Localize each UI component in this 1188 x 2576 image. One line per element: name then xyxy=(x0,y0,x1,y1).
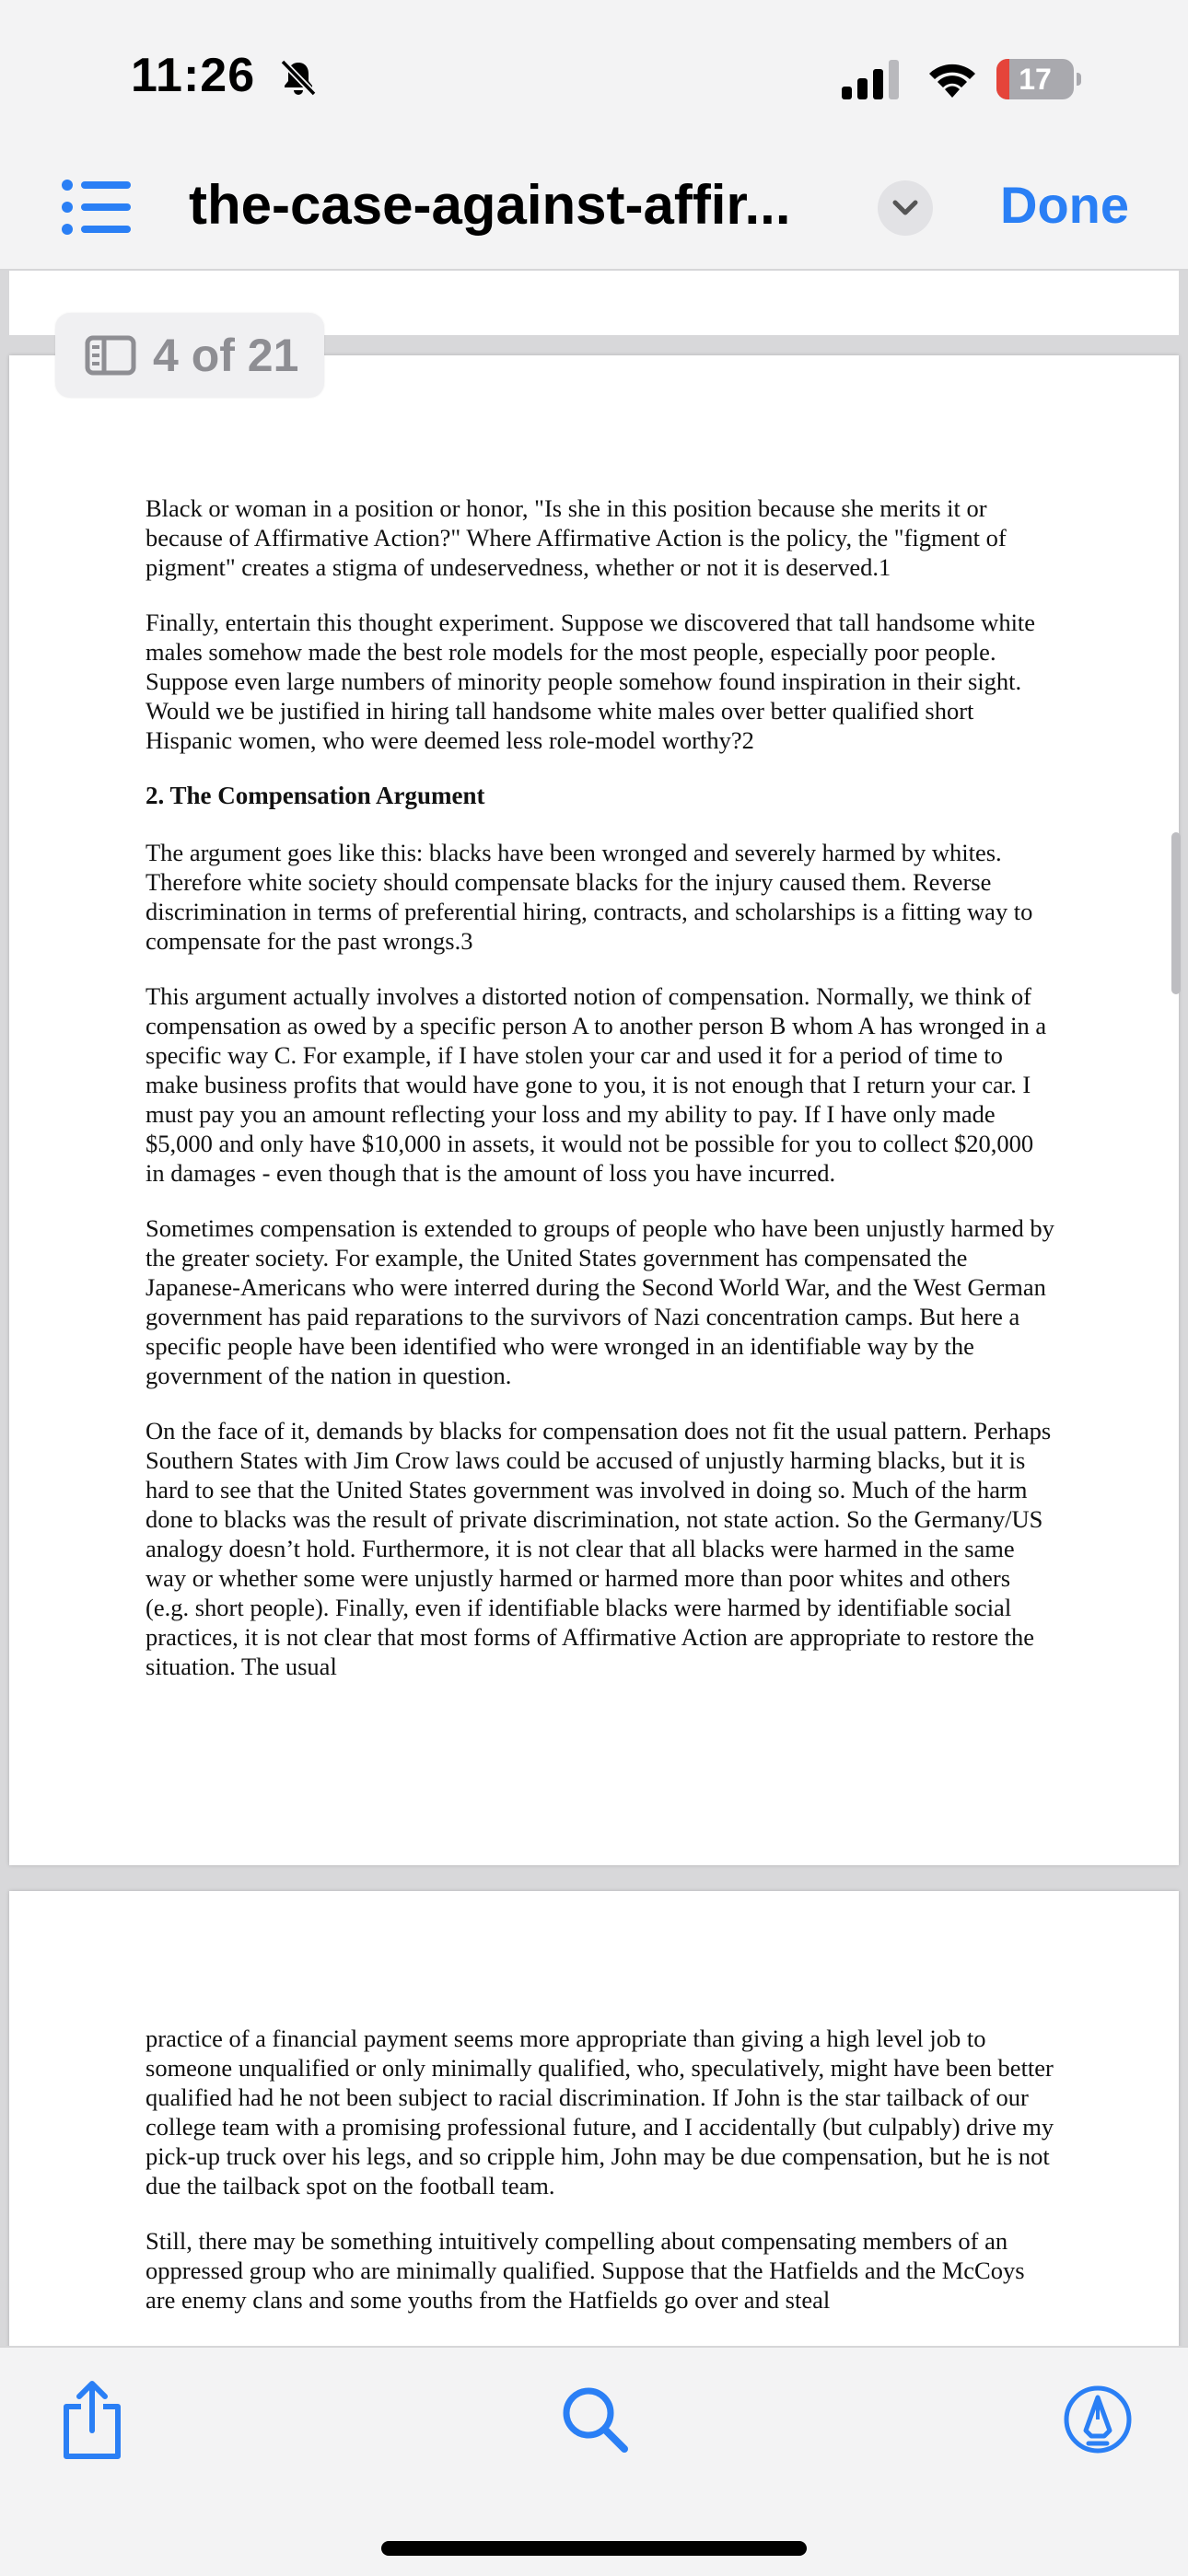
wifi-icon xyxy=(925,57,980,99)
home-indicator[interactable] xyxy=(381,2541,807,2556)
paragraph: Black or woman in a position or honor, "Is she in this position because she merits it or because of Affirmative Action?" Where Affirmative Action is the policy, the "figment of pigment" creates a stigma of undeservedness, whether or not it is deserved.1 xyxy=(146,494,1007,581)
battery-level: 17 xyxy=(1019,63,1052,96)
page-indicator-label: 4 of 21 xyxy=(153,330,299,381)
page-5 xyxy=(9,1891,1179,2346)
scrollbar-thumb[interactable] xyxy=(1171,832,1181,994)
document-viewer[interactable] xyxy=(0,271,1188,2346)
list-icon[interactable] xyxy=(61,177,133,238)
done-button[interactable]: Done xyxy=(1000,176,1129,234)
bell-slash-icon xyxy=(278,57,319,98)
battery-icon xyxy=(996,59,1081,99)
paragraph: Still, there may be something intuitively compelling about compensating members of an oppressed group who are minimally qualified. Suppose that the Hatfields and the McCoys are enemy clans and some youths from the Hatfields go over and steal xyxy=(146,2227,1025,2314)
paragraph: On the face of it, demands by blacks for compensation does not fit the usual pattern. Perhaps Southern States with Jim Crow laws could be accused of unjustly harming blacks, but it is hard to see that the United States government was involved in doing so. Much of the harm done to blacks was the result of private discrimination, not state action. So the Germany/US analogy doesn’t hold. Furthermore, it is not clear that all blacks were harmed in the same way or whether some were unjustly harmed or harmed more than poor whites and others (e.g. short people). Finally, even if identifiable blacks were harmed by identifiable social practices, it is not clear that most forms of Affirmative Action are appropriate to restore the situation. The usual xyxy=(146,1417,1052,1680)
title-menu-button[interactable] xyxy=(878,180,933,236)
page-indicator[interactable] xyxy=(55,313,324,398)
battery-cap xyxy=(1077,73,1081,86)
bottom-toolbar xyxy=(0,2346,1188,2576)
chevron-down-icon xyxy=(892,199,918,217)
paragraph: Finally, entertain this thought experiment. Suppose we discovered that tall handsome white males somehow made the best role models for the most people, especially poor people. Suppose even large numbers of minority people somehow found inspiration in their sight. Would we be justified in hiring tall handsome white males over better qualified short Hispanic women, who were deemed less role-model worthy?2 xyxy=(146,609,1036,754)
status-time: 11:26 xyxy=(131,49,256,102)
page-thumbnail-icon xyxy=(85,335,136,376)
status-bar xyxy=(0,0,1188,157)
section-heading: 2. The Compensation Argument xyxy=(146,782,485,809)
page-5-text xyxy=(146,2024,1057,2340)
search-icon[interactable] xyxy=(560,2385,630,2454)
paragraph: This argument actually involves a distorted notion of compensation. Normally, we think of compensation as owed by a specific person A to another person B whom A has wronged in a specific way C. For example, if I have stolen your car and used it for a period of time to make business profits that would have gone to you, it is not enough that I return your car. I must pay you an amount reflecting your loss and my ability to pay. If I have only made $5,000 and only have $10,000 in assets, it would not be possible for you to collect $20,000 in damages - even though that is the amount of loss you have incurred. xyxy=(146,982,1047,1187)
paragraph: practice of a financial payment seems more appropriate than giving a high level job to someone unqualified or only minimally qualified, who, speculatively, might have been better qualified had he not been subject to racial discrimination. If John is the star tailback of our college team with a promising professional future, and I accidentally (but culpably) drive my pick-up truck over his legs, and so cripple him, John may be due compensation, but he is not due the tailback spot on the football team. xyxy=(146,2025,1054,2199)
share-icon[interactable] xyxy=(59,2379,125,2462)
paragraph: The argument goes like this: blacks have been wronged and severely harmed by whites. Therefore white society should compensate blacks for the injury caused them. Reverse discrimination in terms of preferential hiring, contracts, and scholarships is a fitting way to compensate for the past wrongs.3 xyxy=(146,839,1033,955)
document-title: the-case-against-affir... xyxy=(189,174,791,236)
battery-body xyxy=(996,59,1074,99)
paragraph: Sometimes compensation is extended to groups of people who have been unjustly harmed by the greater society. For example, the United States government has compensated the Japanese-Americans who were interred during the Second World War, and the West German government has paid reparations to the survivors of Nazi concentration camps. But here a specific people have been identified who were wronged in an identifiable way by the government of the nation in question. xyxy=(146,1214,1054,1389)
page-4 xyxy=(9,355,1179,1865)
markup-icon[interactable] xyxy=(1063,2385,1133,2454)
cellular-signal-icon xyxy=(840,59,904,99)
page-4-text xyxy=(146,493,1057,1707)
nav-bar xyxy=(0,157,1188,271)
